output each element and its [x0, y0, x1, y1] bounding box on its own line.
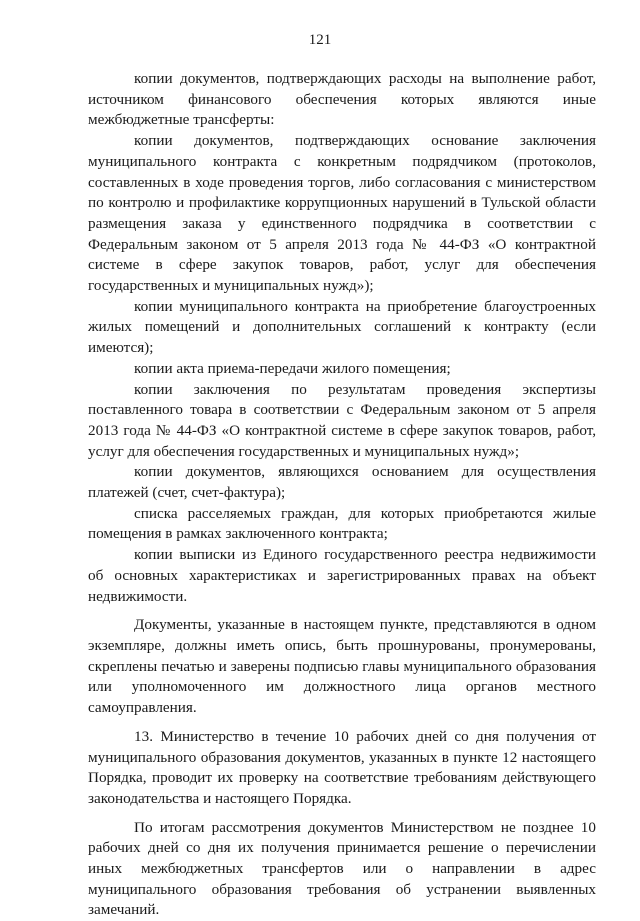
paragraph-expense-documents: копии документов, подтверждающих расходы на выполнение работ, источником финансового обеспечения которых являются иные межбюджетные трансферты: — [88, 70, 596, 129]
paragraph-municipal-contract: копии муниципального контракта на приобретение благоустроенных жилых помещений и дополнительных соглашений к контракту (если имеются); — [88, 297, 596, 357]
page-number: 121 — [308, 32, 332, 48]
paragraph-clause-13: 13. Министерство в течение 10 рабочих дней со дня получения от муниципального образования документов, указанных в пункте 12 настоящего Порядка, проводит их проверку на соответствие требованиям действующего законодательства и настоящего Порядка. — [88, 727, 596, 807]
paragraph-review-decision: По итогам рассмотрения документов Министерством не позднее 10 рабочих дней со дня их получения принимается решение о перечислении иных межбюджетных трансфертов или о направлении в адрес муниципального образования требования об устранении выявленных замечаний. — [88, 818, 596, 919]
paragraph-resettled-citizens: списка расселяемых граждан, для которых приобретаются жилые помещения в рамках заключенного контракта; — [88, 504, 596, 543]
paragraph-contract-basis: копии документов, подтверждающих основание заключения муниципального контракта с конкретным подрядчиком (протоколов, составленных в ходе проведения торгов, либо согласования с министерством по контролю и профилактике коррупционных нарушений в Тульской области размещения заказа у единственного подрядчика в соответствии с Федеральным законом от 5 апреля 2013 года № 44-ФЗ «О контрактной системе в сфере закупок товаров, работ, услуг для обеспечения государственных и муниципальных нужд»); — [88, 132, 596, 295]
paragraph-registry-extract: копии выписки из Единого государственного реестра недвижимости об основных характеристиках и зарегистрированных правах на объект недвижимости. — [88, 546, 596, 605]
document-body — [88, 69, 596, 921]
paragraph-payment-documents: копии документов, являющихся основанием для осуществления платежей (счет, счет-фактура); — [88, 463, 596, 502]
paragraph-document-requirements: Документы, указанные в настоящем пункте, представляются в одном экземпляре, должны иметь опись, быть прошнурованы, пронумерованы, скреплены печатью и заверены подписью главы муниципального образования или уполномоченного им должностного лица органов местного самоуправления. — [88, 616, 596, 717]
paragraph-transfer-act: копии акта приема-передачи жилого помещения; — [134, 359, 451, 377]
paragraph-expertise: копии заключения по результатам проведения экспертизы поставленного товара в соответствии с Федеральным законом от 5 апреля 2013 года № 44-ФЗ «О контрактной системе в сфере закупок товаров, работ, услуг для обеспечения государственных и муниципальных нужд»; — [88, 380, 596, 460]
